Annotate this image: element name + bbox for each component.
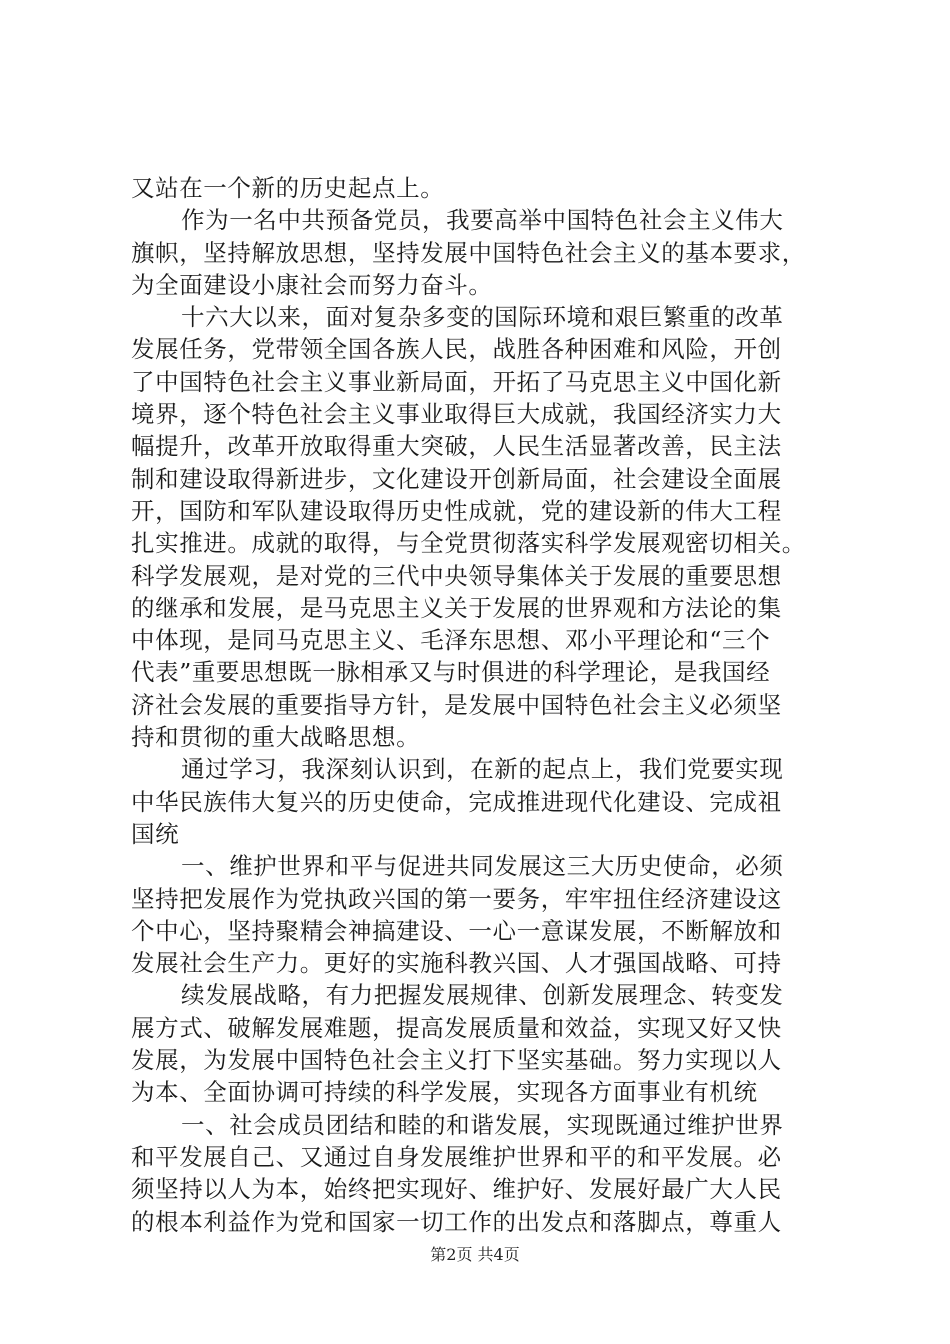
text-line: 和平发展自己、又通过自身发展维护世界和平的和平发展。必 (131, 1142, 782, 1171)
text-line: 中体现，是同马克思主义、毛泽东思想、邓小平理论和“三个 (131, 626, 771, 655)
text-line: 开，国防和军队建设取得历史性成就，党的建设新的伟大工程 (131, 496, 782, 525)
text-line: 扎实推进。成就的取得，与全党贯彻落实科学发展观密切相关。 (131, 529, 806, 558)
text-line: 代表”重要思想既一脉相承又与时俱进的科学理论，是我国经 (131, 658, 771, 687)
text-line: 国统 (131, 819, 180, 848)
text-line: 的根本利益作为党和国家一切工作的出发点和落脚点，尊重人 (131, 1207, 782, 1236)
text-line: 中华民族伟大复兴的历史使命，完成推进现代化建设、完成祖 (131, 787, 782, 816)
text-line: 的继承和发展，是马克思主义关于发展的世界观和方法论的集 (131, 593, 782, 622)
text-line: 发展社会生产力。更好的实施科教兴国、人才强国战略、可持 (131, 949, 782, 978)
text-line: 为本、全面协调可持续的科学发展，实现各方面事业有机统 (131, 1078, 758, 1107)
text-line: 旗帜，坚持解放思想，坚持发展中国特色社会主义的基本要求， (131, 238, 806, 267)
text-line: 续发展战略，有力把握发展规律、创新发展理念、转变发 (181, 981, 784, 1010)
text-line: 幅提升，改革开放取得重大突破，人民生活显著改善，民主法 (131, 432, 782, 461)
body-text (131, 172, 841, 1238)
text-line: 为全面建设小康社会而努力奋斗。 (131, 270, 493, 299)
text-line: 持和贯彻的重大战略思想。 (131, 723, 421, 752)
text-line: 制和建设取得新进步，文化建设开创新局面，社会建设全面展 (131, 464, 782, 493)
text-line: 境界，逐个特色社会主义事业取得巨大成就，我国经济实力大 (131, 400, 782, 429)
page-footer: 第2页 共4页 (430, 1245, 520, 1264)
text-line: 一、维护世界和平与促进共同发展这三大历史使命，必须 (181, 852, 784, 881)
text-line: 须坚持以人为本，始终把实现好、维护好、发展好最广大人民 (131, 1175, 782, 1204)
text-line: 发展，为发展中国特色社会主义打下坚实基础。努力实现以人 (131, 1046, 782, 1075)
text-line: 展方式、破解发展难题，提高发展质量和效益，实现又好又快 (131, 1013, 782, 1042)
text-line: 个中心，坚持聚精会神搞建设、一心一意谋发展，不断解放和 (131, 916, 782, 945)
text-line: 发展任务，党带领全国各族人民，战胜各种困难和风险，开创 (131, 335, 782, 364)
text-line: 一、社会成员团结和睦的和谐发展，实现既通过维护世界 (181, 1110, 784, 1139)
text-line: 科学发展观，是对党的三代中央领导集体关于发展的重要思想 (131, 561, 782, 590)
text-line: 十六大以来，面对复杂多变的国际环境和艰巨繁重的改革 (181, 303, 784, 332)
text-line: 又站在一个新的历史起点上。 (131, 174, 445, 202)
text-line: 作为一名中共预备党员，我要高举中国特色社会主义伟大 (181, 206, 784, 235)
text-line: 济社会发展的重要指导方针，是发展中国特色社会主义必须坚 (131, 690, 782, 719)
text-line: 坚持把发展作为党执政兴国的第一要务，牢牢扭住经济建设这 (131, 884, 782, 913)
text-line: 通过学习，我深刻认识到，在新的起点上，我们党要实现 (181, 755, 784, 784)
text-line: 了中国特色社会主义事业新局面，开拓了马克思主义中国化新 (131, 367, 782, 396)
